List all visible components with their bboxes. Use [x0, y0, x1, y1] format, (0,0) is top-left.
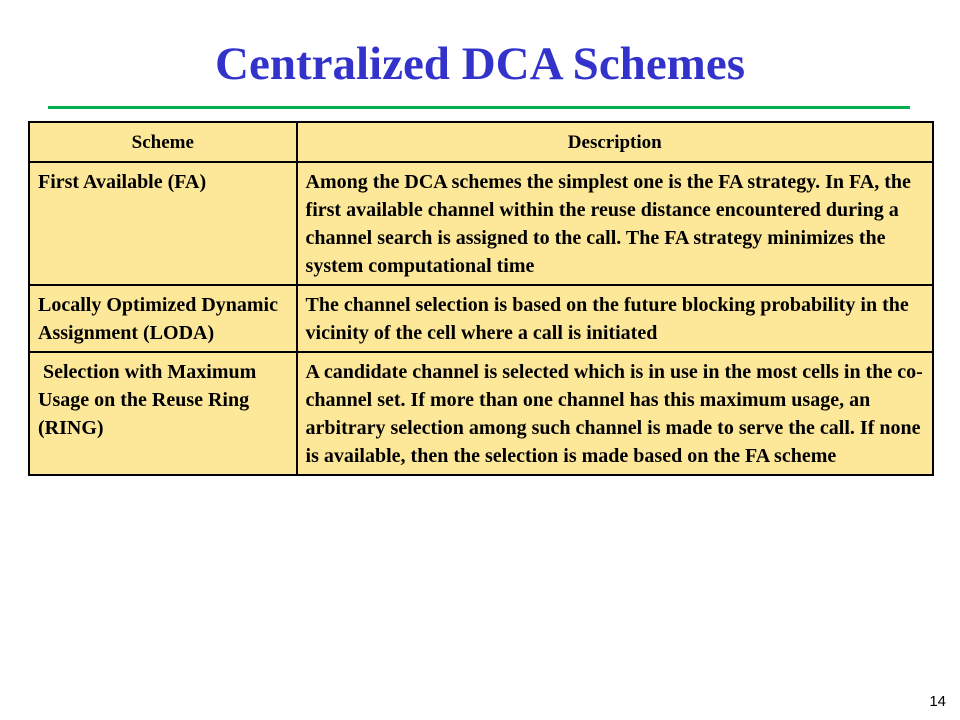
table-row — [29, 162, 933, 285]
table-header-row — [29, 122, 933, 162]
description-cell: The channel selection is based on the future blocking probability in the vicinity of the cell where a call is initiated — [297, 285, 933, 352]
scheme-cell: Selection with Maximum Usage on the Reuse Ring (RING) — [29, 352, 297, 475]
title-divider — [48, 106, 910, 109]
description-cell: A candidate channel is selected which is in use in the most cells in the co-channel set. If more than one channel has this maximum usage, an arbitrary selection among such channel is made to serve the call. If none is available, then the selection is made based on the FA scheme — [297, 352, 933, 475]
header-scheme: Scheme — [29, 122, 297, 162]
table-row — [29, 352, 933, 475]
scheme-cell: First Available (FA) — [29, 162, 297, 285]
description-cell: Among the DCA schemes the simplest one is the FA strategy. In FA, the first available channel within the reuse distance encountered during a channel search is assigned to the call. The FA strategy minimizes the system computational time — [297, 162, 933, 285]
header-description: Description — [297, 122, 933, 162]
scheme-cell: Locally Optimized Dynamic Assignment (LODA) — [29, 285, 297, 352]
page-number: 14 — [929, 693, 946, 710]
slide-title: Centralized DCA Schemes — [215, 38, 745, 90]
dca-schemes-table — [28, 121, 934, 476]
table-row — [29, 285, 933, 352]
